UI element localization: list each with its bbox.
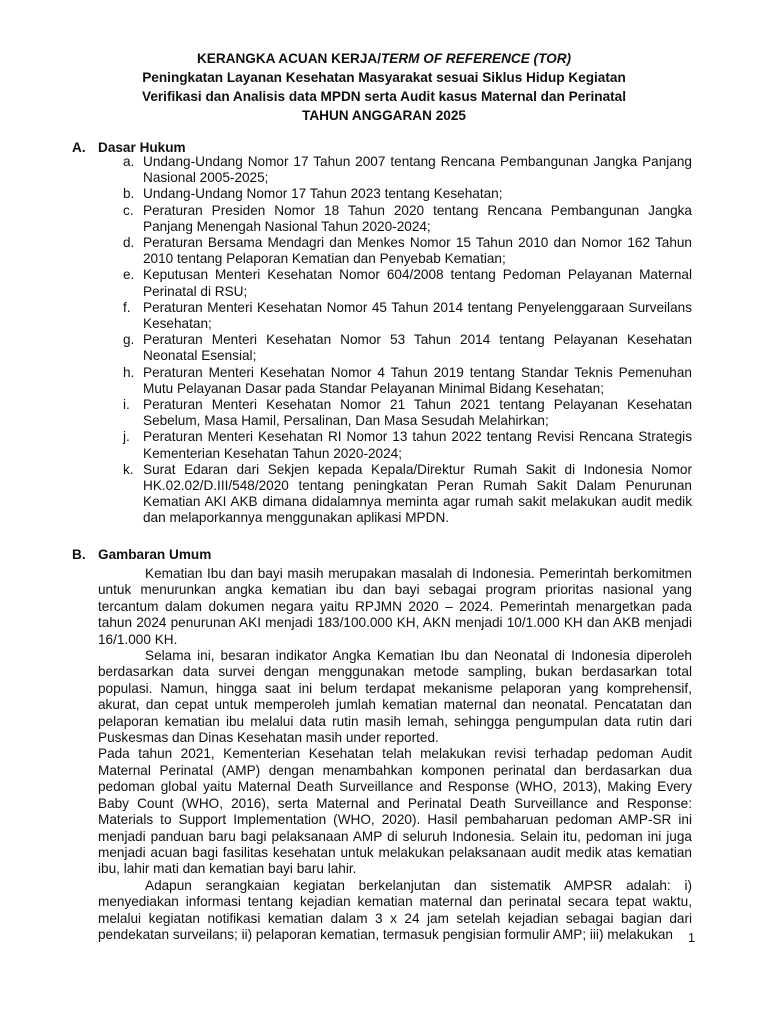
list-marker: c.: [123, 202, 134, 218]
list-item-text: Peraturan Menteri Kesehatan Nomor 53 Tahun 2014 tentang Pelayanan Kesehatan Neonatal Esensial;: [143, 332, 692, 364]
list-item-text: Peraturan Menteri Kesehatan Nomor 45 Tahun 2014 tentang Penyelenggaraan Surveilans Kesehatan;: [143, 299, 692, 332]
title-italic: TERM OF REFERENCE (TOR): [380, 51, 572, 66]
section-b-heading: [72, 547, 211, 563]
list-item-text: Peraturan Menteri Kesehatan RI Nomor 13 tahun 2022 tentang Revisi Rencana Strategis Kementerian Kesehatan Tahun 2020-2024;: [143, 429, 692, 461]
title-main: KERANGKA ACUAN KERJA/: [196, 51, 381, 66]
paragraph: Selama ini, besaran indikator Angka Kematian Ibu dan Neonatal di Indonesia diperoleh berdasarkan data survei dengan menggunakan metode sampling, bukan berdasarkan total populasi. Namun, hingga saat ini belum terdapat mekanisme pelaporan yang komprehensif, akurat, dan cepat untuk memperoleh jumlah kematian maternal dan neonatal. Pencatatan dan pelaporan kematian ibu melalui data rutin masih lemah, sehingga pengumpulan data rutin dari Puskesmas dan Dinas Kesehatan masih under reported.: [98, 648, 692, 746]
list-item-text: Peraturan Menteri Kesehatan Nomor 21 Tahun 2021 tentang Pelayanan Kesehatan Sebelum, Masa Hamil, Persalinan, Dan Masa Sesudah Melahirkan;: [143, 397, 692, 429]
list-item: [98, 235, 692, 267]
list-item-text: Peraturan Presiden Nomor 18 Tahun 2020 tentang Rencana Pembangunan Jangka Panjang Menengah Nasional Tahun 2020-2024;: [143, 202, 692, 234]
list-marker: g.: [123, 332, 135, 348]
list-marker: i.: [123, 397, 130, 413]
legal-basis-list: [98, 154, 692, 527]
section-b-title: Gambaran Umum: [98, 547, 212, 562]
list-item: [98, 186, 692, 202]
document-title-block: [90, 49, 678, 125]
page-number: 1: [688, 931, 695, 945]
list-marker: e.: [123, 267, 135, 283]
general-overview-body: [98, 566, 692, 943]
section-a-title: Dasar Hukum: [98, 140, 186, 155]
budget-year: TAHUN ANGGARAN 2025: [302, 108, 466, 123]
section-b-letter: B.: [72, 547, 86, 562]
section-a-letter: A.: [72, 140, 86, 155]
list-item: [98, 203, 692, 235]
list-marker: j.: [123, 429, 130, 445]
paragraph: Kematian Ibu dan bayi masih merupakan masalah di Indonesia. Pemerintah berkomitmen untuk menurunkan angka kematian ibu dan bayi sebagai program prioritas nasional yang tercantum dalam dokumen negara yaitu RPJMN 2020 – 2024. Pemerintah menargetkan pada tahun 2024 penurunan AKI menjadi 183/100.000 KH, AKN menjadi 10/1.000 KH dan AKB menjadi 16/1.000 KH.: [98, 566, 692, 647]
list-item-text: Surat Edaran dari Sekjen kepada Kepala/Direktur Rumah Sakit di Indonesia Nomor HK.02.02/D.III/548/2020 tentang peningkatan Peran Rumah Sakit Dalam Penurunan Kematian AKI AKB dimana didalamnya meminta agar rumah sakit melakukan audit medik dan melaporkannya menggunakan aplikasi MPDN.: [143, 461, 692, 526]
list-item: [98, 365, 692, 397]
list-marker: h.: [123, 364, 135, 380]
activity-title: Peningkatan Layanan Kesehatan Masyarakat sesuai Siklus Hidup Kegiatan: [142, 70, 626, 85]
list-item: [98, 267, 692, 299]
list-item-text: Undang-Undang Nomor 17 Tahun 2007 tentang Rencana Pembangunan Jangka Panjang Nasional 2005-2025;: [143, 154, 692, 186]
list-marker: b.: [123, 186, 135, 202]
list-item: [98, 429, 692, 461]
document-title: [90, 49, 678, 68]
list-item-text: Peraturan Menteri Kesehatan Nomor 4 Tahun 2019 tentang Standar Teknis Pemenuhan Mutu Pelayanan Dasar pada Standar Pelayanan Minimal Bidang Kesehatan;: [143, 364, 692, 396]
list-marker: a.: [123, 154, 135, 169]
activity-subtitle: Verifikasi dan Analisis data MPDN serta Audit kasus Maternal dan Perinatal: [142, 89, 626, 104]
list-marker: d.: [123, 235, 135, 251]
list-item: [98, 332, 692, 364]
list-item: [98, 154, 692, 186]
list-item: [98, 397, 692, 429]
list-marker: f.: [123, 299, 131, 315]
list-item-text: Undang-Undang Nomor 17 Tahun 2023 tentang Kesehatan;: [143, 186, 503, 202]
paragraph: Adapun serangkaian kegiatan berkelanjutan dan sistematik AMPSR adalah: i) menyediakan informasi tentang kejadian kematian maternal dan perinatal secara tepat waktu, melalui kegiatan notifikasi kematian dalam 3 x 24 jam setelah kejadian sebagai bagian dari pendekatan surveilans; ii) pelaporan kematian, termasuk pengisian formulir AMP; iii) melakukan: [98, 877, 692, 942]
paragraph: Pada tahun 2021, Kementerian Kesehatan telah melakukan revisi terhadap pedoman Audit Maternal Perinatal (AMP) dengan menambahkan komponen perinatal dan berdasarkan dua pedoman global yaitu Maternal Death Surveillance and Response (WHO, 2013), Making Every Baby Count (WHO, 2016), serta Maternal and Perinatal Death Surveillance and Response: Materials to Support Implementation (WHO, 2020). Hasil pembaharuan pedoman AMP-SR ini menjadi panduan baru bagi pelaksanaan AMP di seluruh Indonesia. Selain itu, pedoman ini juga menjadi acuan bagi fasilitas kesehatan untuk melakukan pelaksanaan audit medik atas kematian ibu, lahir mati dan kematian bayi baru lahir.: [98, 746, 692, 877]
list-item-text: Keputusan Menteri Kesehatan Nomor 604/2008 tentang Pedoman Pelayanan Maternal Perinatal di RSU;: [143, 267, 692, 299]
list-item: [98, 462, 692, 527]
list-marker: k.: [123, 461, 134, 477]
list-item: [98, 300, 692, 332]
list-item-text: Peraturan Bersama Mendagri dan Menkes Nomor 15 Tahun 2010 dan Nomor 162 Tahun 2010 tentang Pelaporan Kematian dan Penyebab Kematian;: [143, 235, 692, 267]
